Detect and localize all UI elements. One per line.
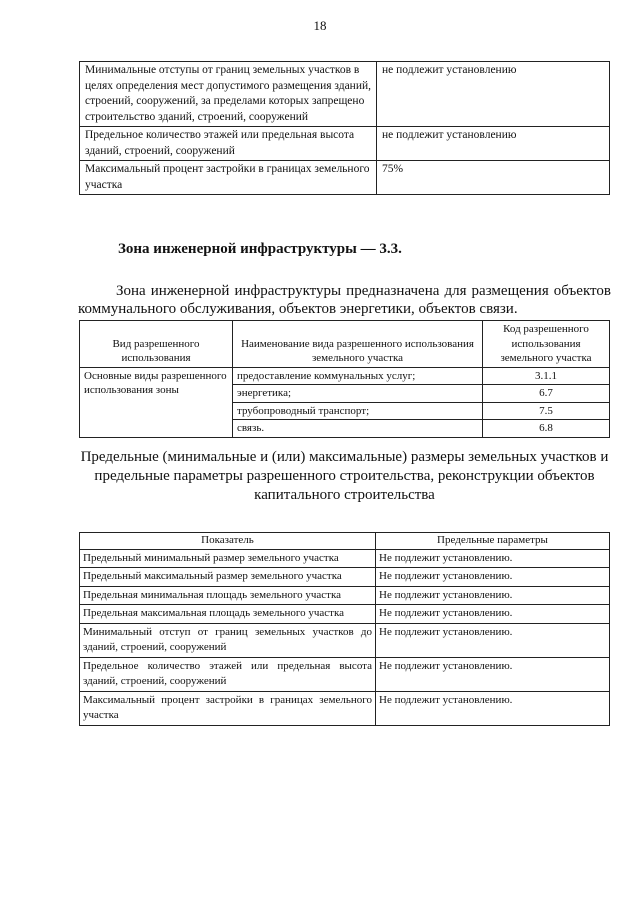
table-header-row <box>80 321 610 368</box>
parameter-cell: Максимальный процент застройки в границах земельного участка <box>80 161 377 195</box>
value-cell: не подлежит установлению <box>377 62 610 127</box>
table-row <box>80 568 610 587</box>
table-row <box>80 549 610 568</box>
value-cell: Не подлежит установлению. <box>376 623 610 657</box>
section-intro: Зона инженерной инфраструктуры предназначена для размещения объектов коммунального обслуживания, объектов энергетики, объектов связи. <box>78 283 611 317</box>
parameter-cell: Минимальный отступ от границ земельных участков до зданий, строений, сооружений <box>80 623 376 657</box>
parameter-cell: Предельное количество этажей или предельная высота зданий, строений, сооружений <box>80 657 376 691</box>
use-code-cell: 6.7 <box>483 385 610 403</box>
value-cell: Не подлежит установлению. <box>376 691 610 725</box>
table-row <box>80 161 610 195</box>
value-cell: Не подлежит установлению. <box>376 657 610 691</box>
column-header: Наименование вида разрешенного использования земельного участка <box>233 321 483 368</box>
parameter-cell: Минимальные отступы от границ земельных участков в целях определения мест допустимого размещения зданий, строений, сооружений, за пределами которых запрещено строительство зданий, строений, сооружений <box>80 62 377 127</box>
parameter-cell: Предельная максимальная площадь земельного участка <box>80 605 376 624</box>
value-cell: 75% <box>377 161 610 195</box>
table-row <box>80 367 610 385</box>
zone-parameters-table <box>79 61 610 195</box>
parameter-cell: Предельный максимальный размер земельного участка <box>80 568 376 587</box>
value-cell: Не подлежит установлению. <box>376 586 610 605</box>
column-header: Предельные параметры <box>376 533 610 550</box>
use-name-cell: связь. <box>233 420 483 438</box>
use-name-cell: трубопроводный транспорт; <box>233 402 483 420</box>
use-code-cell: 7.5 <box>483 402 610 420</box>
value-cell: Не подлежит установлению. <box>376 605 610 624</box>
use-name-cell: предоставление коммунальных услуг; <box>233 367 483 385</box>
table-row <box>80 605 610 624</box>
use-group-cell: Основные виды разрешенного использования зоны <box>80 367 233 437</box>
table-row <box>80 657 610 691</box>
parameter-cell: Предельное количество этажей или предельная высота зданий, строений, сооружений <box>80 127 377 161</box>
table-row <box>80 691 610 725</box>
table-header-row <box>80 533 610 550</box>
value-cell: Не подлежит установлению. <box>376 568 610 587</box>
column-header: Вид разрешенного использования <box>80 321 233 368</box>
table-row <box>80 586 610 605</box>
permitted-use-table <box>79 320 610 438</box>
use-code-cell: 3.1.1 <box>483 367 610 385</box>
use-name-cell: энергетика; <box>233 385 483 403</box>
parameter-cell: Максимальный процент застройки в границах земельного участка <box>80 691 376 725</box>
table-row <box>80 623 610 657</box>
table-row <box>80 62 610 127</box>
value-cell: Не подлежит установлению. <box>376 549 610 568</box>
limits-table <box>79 532 610 726</box>
table-row <box>80 127 610 161</box>
value-cell: не подлежит установлению <box>377 127 610 161</box>
section-heading: Зона инженерной инфраструктуры — 3.3. <box>118 241 402 257</box>
column-header: Код разрешенного использования земельного участка <box>483 321 610 368</box>
parameter-cell: Предельная минимальная площадь земельного участка <box>80 586 376 605</box>
column-header: Показатель <box>80 533 376 550</box>
use-code-cell: 6.8 <box>483 420 610 438</box>
limits-title: Предельные (минимальные и (или) максимальные) размеры земельных участков и предельные параметры разрешенного строительства, реконструкции объектов капитального строительства <box>80 449 609 503</box>
page-number: 18 <box>313 18 327 33</box>
parameter-cell: Предельный минимальный размер земельного участка <box>80 549 376 568</box>
